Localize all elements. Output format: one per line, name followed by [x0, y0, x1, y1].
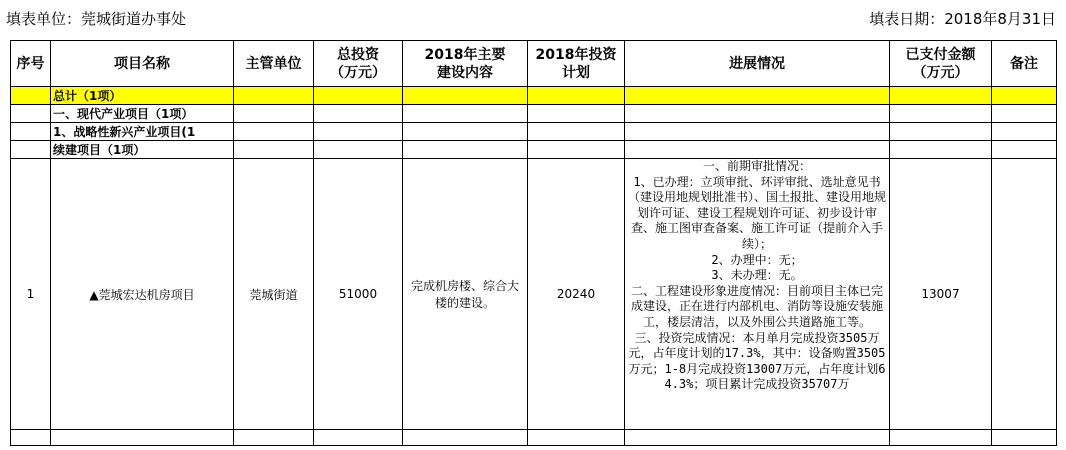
subcategory-row: [11, 123, 1057, 141]
project-main-content: 完成机房楼、综合大楼的建设。: [403, 159, 528, 430]
col-header-total: [314, 41, 403, 87]
subcategory-row-cell: [234, 123, 314, 141]
total-row-cell: [992, 87, 1057, 105]
col-header-name: 项目名称: [51, 41, 234, 87]
total-row-cell: [528, 87, 625, 105]
category-row-label: 一、现代产业项目（1项）: [51, 105, 234, 123]
total-row-cell: [890, 87, 992, 105]
category-row-cell: [528, 105, 625, 123]
continued-row: [11, 141, 1057, 159]
category-row-cell: [890, 105, 992, 123]
col-header-content: [403, 41, 528, 87]
continued-row-cell: [890, 141, 992, 159]
empty-cell: [403, 430, 528, 446]
empty-row: [11, 430, 1057, 446]
empty-cell: [890, 430, 992, 446]
empty-cell: [11, 430, 51, 446]
subcategory-row-label: 1、战略性新兴产业项目(1: [51, 123, 234, 141]
category-row-cell: [625, 105, 890, 123]
col-header-remark: 备注: [992, 41, 1057, 87]
subcategory-row-cell: [890, 123, 992, 141]
empty-cell: [314, 430, 403, 446]
fill-unit-label: 填表单位：莞城街道办事处: [6, 10, 187, 28]
empty-cell: [528, 430, 625, 446]
subcategory-row-cell: [528, 123, 625, 141]
continued-row-cell: [992, 141, 1057, 159]
category-row-cell: [992, 105, 1057, 123]
col-header-paid: [890, 41, 992, 87]
col-header-dept: 主管单位: [234, 41, 314, 87]
subcategory-row-seq: [11, 123, 51, 141]
project-investment-plan: 20240: [528, 159, 625, 430]
category-row-cell: [403, 105, 528, 123]
empty-cell: [51, 430, 234, 446]
col-header-content-text: 2018年主要 建设内容: [424, 46, 506, 81]
subcategory-row-cell: [625, 123, 890, 141]
header-row: [11, 41, 1057, 87]
continued-row-label: 续建项目（1项）: [51, 141, 234, 159]
project-total-investment: 51000: [314, 159, 403, 430]
project-seq: 1: [11, 159, 51, 430]
project-remark: [992, 159, 1057, 430]
continued-row-cell: [234, 141, 314, 159]
project-progress: 一、前期审批情况： 1、已办理：立项审批、环评审批、选址意见书（建设用地规划批准书）、国土报批、建设用地规划许可证、建设工程规划许可证、初步设计审查、施工图审查备案、施工许可证（提前介入手续）； 2、办理中：无； 3、未办理：无。 二、工程建设形象进度情况：目前项目主体已完成建设，正在进行内部机电、消防等设施安装施工，楼层清洁，以及外围公共道路施工等。 三、投资完成情况：本月单月完成投资3505万元，占年度计划的17.3%，其中：设备购置3505万元；1-8月完成投资13007万元，占年度计划64.3%；项目累计完成投资35707万: [625, 159, 890, 430]
total-row-seq: [11, 87, 51, 105]
subcategory-row-cell: [992, 123, 1057, 141]
total-row: [11, 87, 1057, 105]
col-header-total-text: 总投资 （万元）: [330, 46, 386, 81]
empty-cell: [992, 430, 1057, 446]
col-header-plan: [528, 41, 625, 87]
total-row-cell: [234, 87, 314, 105]
category-row-seq: [11, 105, 51, 123]
col-header-plan-text: 2018年投资 计划: [535, 46, 617, 81]
project-paid-amount: 13007: [890, 159, 992, 430]
category-row-cell: [314, 105, 403, 123]
empty-cell: [625, 430, 890, 446]
total-row-cell: [625, 87, 890, 105]
category-row: [11, 105, 1057, 123]
total-row-cell: [403, 87, 528, 105]
subcategory-row-cell: [314, 123, 403, 141]
continued-row-cell: [403, 141, 528, 159]
project-name: ▲莞城宏达机房项目: [51, 159, 234, 430]
project-table: [10, 40, 1057, 446]
empty-cell: [234, 430, 314, 446]
col-header-seq: 序号: [11, 41, 51, 87]
subcategory-row-cell: [403, 123, 528, 141]
total-row-label: 总计（1项）: [51, 87, 234, 105]
category-row-cell: [234, 105, 314, 123]
project-dept: 莞城街道: [234, 159, 314, 430]
continued-row-cell: [314, 141, 403, 159]
continued-row-cell: [625, 141, 890, 159]
total-row-cell: [314, 87, 403, 105]
col-header-progress: 进展情况: [625, 41, 890, 87]
continued-row-cell: [528, 141, 625, 159]
fill-date-label: 填表日期：2018年8月31日: [869, 10, 1056, 28]
project-row: [11, 159, 1057, 430]
col-header-paid-text: 已支付金额 （万元）: [905, 46, 976, 81]
continued-row-seq: [11, 141, 51, 159]
